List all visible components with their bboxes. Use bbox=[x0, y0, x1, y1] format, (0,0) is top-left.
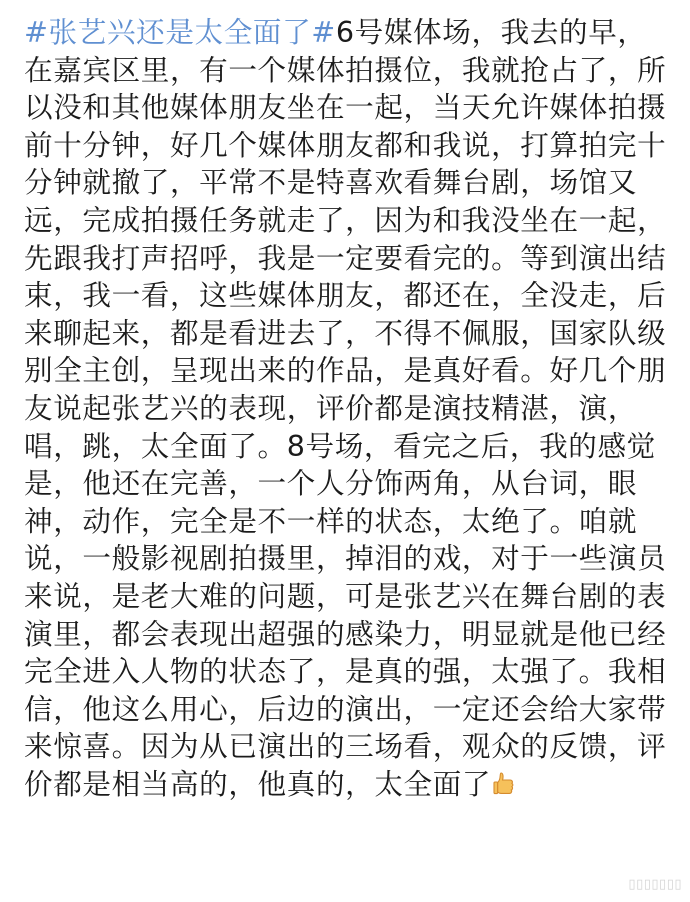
post-text bbox=[24, 14, 674, 803]
hashtag-link[interactable]: #张艺兴还是太全面了# bbox=[24, 15, 336, 49]
post-body: 6号媒体场，我去的早，在嘉宾区里，有一个媒体拍摄位，我就抢占了，所以没和其他媒体朋友坐在一起，当天允许媒体拍摄前十分钟，好几个媒体朋友都和我说，打算拍完十分钟就撤了，平常不是特喜欢看舞台剧，场馆又远，完成拍摄任务就走了，因为和我没坐在一起，先跟我打声招呼，我是一定要看完的。等到演出结束，我一看，这些媒体朋友，都还在，全没走，后来聊起来，都是看进去了，不得不佩服，国家队级别全主创，呈现出来的作品，是真好看。好几个朋友说起张艺兴的表现，评价都是演技精湛，演，唱，跳，太全面了。8号场，看完之后，我的感觉是，他还在完善，一个人分饰两角，从台词，眼神，动作，完全是不一样的状态，太绝了。咱就说，一般影视剧拍摄里，掉泪的戏，对于一些演员来说，是老大难的问题，可是张艺兴在舞台剧的表演里，都会表现出超强的感染力，明显就是他已经完全进入人物的状态了，是真的强，太强了。我相信，他这么用心，后边的演出，一定还会给大家带来惊喜。因为从已演出的三场看，观众的反馈，评价都是相当高的，他真的，太全面了 bbox=[24, 15, 667, 801]
thumbs-up-icon bbox=[493, 769, 515, 795]
watermark: ▯▯▯▯▯▯▯ bbox=[628, 877, 682, 892]
